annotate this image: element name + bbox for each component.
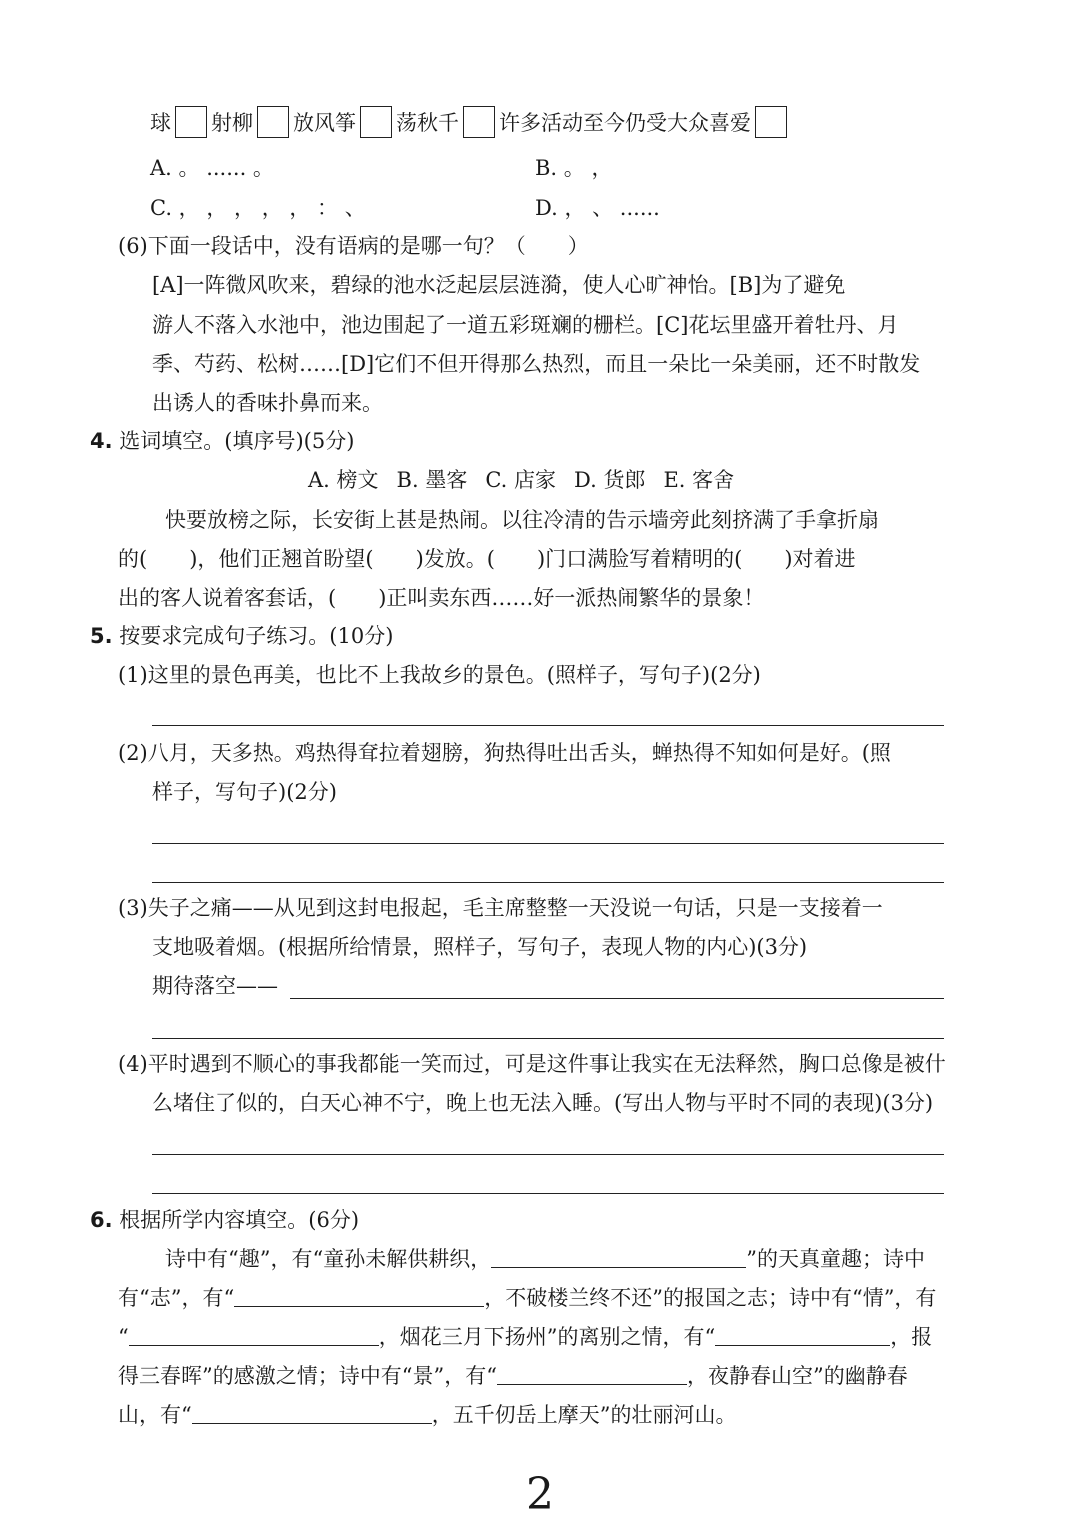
q6-line — [118, 1361, 908, 1391]
answer-line[interactable] — [152, 1154, 944, 1155]
fill-blank[interactable] — [497, 1362, 687, 1385]
q6-line — [118, 1400, 737, 1430]
punctuation-box[interactable] — [463, 106, 495, 138]
q6-text: ，不破楼兰终不还”的报国之志；诗中有“情”，有 — [484, 1286, 937, 1310]
q4-number: 4. — [90, 429, 113, 453]
q5-sub3-line: (3)失子之痛——从见到这封电报起，毛主席整整一天没说一句话，只是一支接着一 — [118, 896, 883, 920]
punctuation-box[interactable] — [755, 106, 787, 138]
fill-blank[interactable] — [715, 1323, 890, 1346]
q6-text: ，报 — [890, 1325, 933, 1349]
seq-word: 许多活动至今仍受大众喜爱 — [499, 111, 751, 135]
answer-line[interactable] — [152, 882, 944, 883]
punctuation-box[interactable] — [175, 106, 207, 138]
sub6-para-line: [A]一阵微风吹来，碧绿的池水泛起层层涟漪，使人心旷神怡。[B]为了避免 — [152, 273, 846, 297]
sub6-para-line: 季、芍药、松树……[D]它们不但开得那么热烈，而且一朵比一朵美丽，还不时散发 — [152, 352, 921, 376]
q6-text: ，五千仞岳上摩天”的壮丽河山。 — [431, 1403, 737, 1427]
q4-option: A. 榜文 — [308, 468, 379, 492]
punctuation-box[interactable] — [360, 106, 392, 138]
q5-sub3-prompt: 期待落空—— — [152, 974, 278, 998]
q4-text-line: 快要放榜之际，长安街上甚是热闹。以往冷清的告示墙旁此刻挤满了手拿折扇 — [165, 508, 879, 532]
option-c: C. ， ， ， ， ， ： 、 — [150, 196, 366, 220]
punctuation-sequence — [150, 106, 791, 138]
q5-sub1: (1)这里的景色再美，也比不上我故乡的景色。(照样子，写句子)(2分) — [118, 663, 761, 687]
answer-line[interactable] — [152, 1038, 944, 1039]
seq-word: 放风筝 — [293, 111, 356, 135]
q6-number: 6. — [90, 1208, 113, 1232]
answer-line[interactable] — [290, 998, 944, 999]
q5-sub4-line: 么堵住了似的，白天心神不宁，晚上也无法入睡。(写出人物与平时不同的表现)(3分) — [152, 1091, 934, 1115]
option-d: D. ， 、 ...... — [535, 196, 660, 220]
fill-blank[interactable] — [129, 1323, 379, 1346]
fill-blank[interactable] — [234, 1284, 484, 1307]
q5-sub2-line: (2)八月，天多热。鸡热得耷拉着翅膀，狗热得吐出舌头，蝉热得不知如何是好。(照 — [118, 741, 891, 765]
q6-text: “ — [118, 1325, 129, 1349]
fill-blank[interactable] — [192, 1401, 432, 1424]
seq-word: 射柳 — [211, 111, 253, 135]
answer-line[interactable] — [152, 1193, 944, 1194]
q5-sub2-line: 样子，写句子)(2分) — [152, 780, 337, 804]
q4-text-line: 出的客人说着客套话，( )正叫卖东西……好一派热闹繁华的景象！ — [118, 586, 765, 610]
q6-text: 有“志”，有“ — [118, 1286, 235, 1310]
answer-line[interactable] — [152, 725, 944, 726]
q6-text: 山，有“ — [118, 1403, 192, 1427]
seq-word: 荡秋千 — [396, 111, 459, 135]
q6-line — [118, 1283, 936, 1313]
q4-options — [308, 465, 752, 495]
sub6-para-line: 游人不落入水池中，池边围起了一道五彩斑斓的栅栏。[C]花坛里盛开着牡丹、月 — [152, 313, 899, 337]
q5-heading — [90, 621, 393, 651]
q4-option: E. 客舍 — [663, 468, 735, 492]
q6-line — [118, 1322, 932, 1352]
q5-title: 按要求完成句子练习。(10分) — [119, 624, 394, 648]
option-a: A. 。 ...... 。 — [150, 156, 274, 180]
q5-sub3-line: 支地吸着烟。(根据所给情景，照样子，写句子，表现人物的内心)(3分) — [152, 935, 808, 959]
q4-option: C. 店家 — [485, 468, 556, 492]
q5-sub4-line: (4)平时遇到不顺心的事我都能一笑而过，可是这件事让我实在无法释然，胸口总像是被什 — [118, 1052, 946, 1076]
q6-text: 诗中有“趣”，有“童孙未解供耕织， — [165, 1247, 492, 1271]
q6-text: ，烟花三月下扬州”的离别之情，有“ — [378, 1325, 716, 1349]
q6-text: ，夜静春山空”的幽静春 — [686, 1364, 908, 1388]
q4-option: B. 墨客 — [396, 468, 468, 492]
q6-line — [165, 1244, 925, 1274]
q4-title: 选词填空。(填序号)(5分) — [119, 429, 355, 453]
punctuation-box[interactable] — [257, 106, 289, 138]
q6-title: 根据所学内容填空。(6分) — [119, 1208, 360, 1232]
sub6-para-line: 出诱人的香味扑鼻而来。 — [152, 391, 383, 415]
seq-word: 球 — [150, 111, 171, 135]
page-number: 2 — [526, 1469, 554, 1520]
q4-text-line: 的( )，他们正翘首盼望( )发放。( )门口满脸写着精明的( )对着进 — [118, 547, 856, 571]
q6-text: ”的天真童趣；诗中 — [746, 1247, 925, 1271]
q4-option: D. 货郎 — [574, 468, 646, 492]
q5-number: 5. — [90, 624, 113, 648]
q6-text: 得三春晖”的感激之情；诗中有“景”，有“ — [118, 1364, 497, 1388]
option-b: B. 。 ， — [535, 156, 613, 180]
q6-heading — [90, 1205, 359, 1235]
sub6-question: (6)下面一段话中，没有语病的是哪一句？（ ） — [118, 234, 589, 258]
q4-heading — [90, 426, 354, 456]
answer-line[interactable] — [152, 843, 944, 844]
fill-blank[interactable] — [491, 1245, 746, 1268]
